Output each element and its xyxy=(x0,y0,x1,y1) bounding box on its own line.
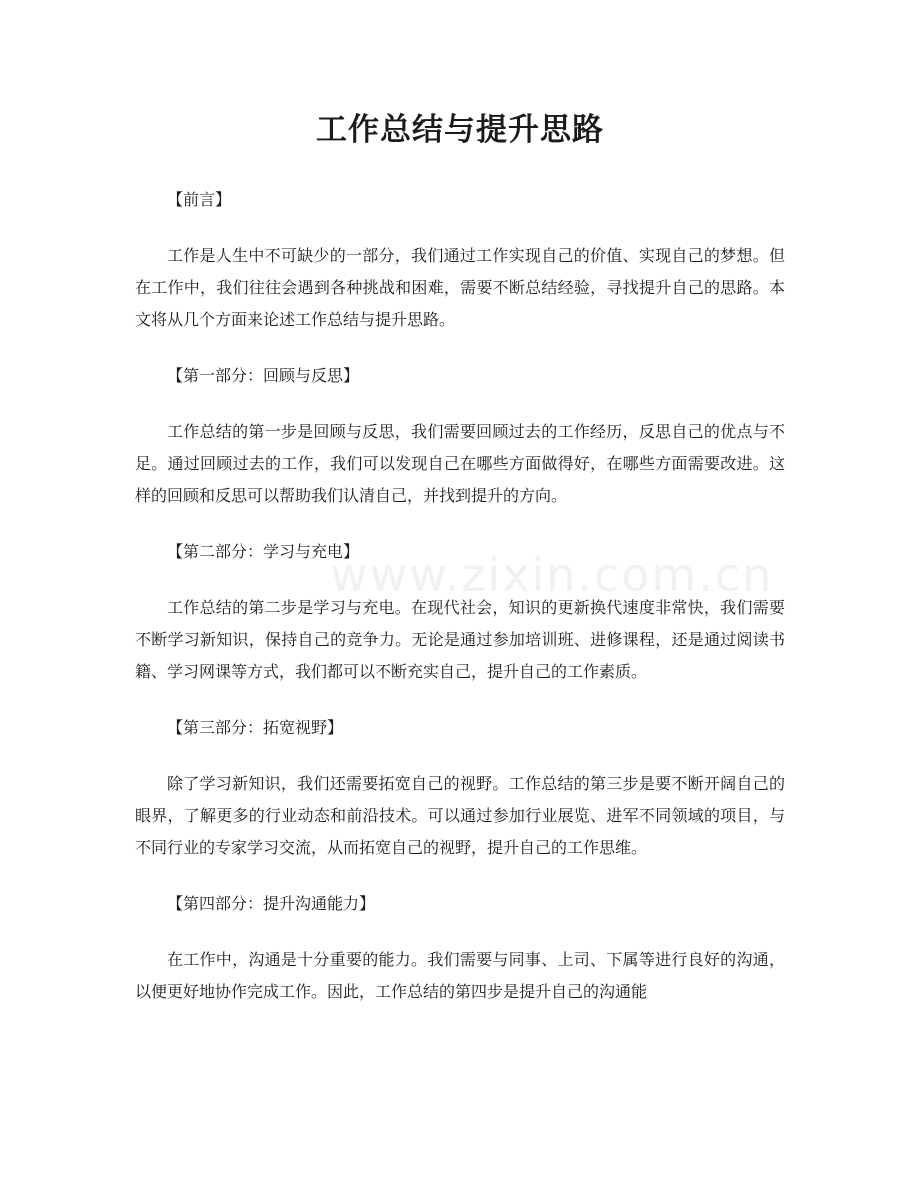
page-title: 工作总结与提升思路 xyxy=(316,112,604,148)
paragraph-preface: 工作是人生中不可缺少的一部分，我们通过工作实现自己的价值、实现自己的梦想。但在工作中，我们往往会遇到各种挑战和困难，需要不断总结经验，寻找提升自己的思路。本文将从几个方面来论述工作总结与提升思路。 xyxy=(135,246,785,329)
paragraph-part-1: 工作总结的第一步是回顾与反思，我们需要回顾过去的工作经历，反思自己的优点与不足。通过回顾过去的工作，我们可以发现自己在哪些方面做得好，在哪些方面需要改进。这样的回顾和反思可以帮助我们认清自己，并找到提升的方向。 xyxy=(135,422,785,505)
paragraph-part-2: 工作总结的第二步是学习与充电。在现代社会，知识的更新换代速度非常快，我们需要不断学习新知识，保持自己的竞争力。无论是通过参加培训班、进修课程，还是通过阅读书籍、学习网课等方式，我们都可以不断充实自己，提升自己的工作素质。 xyxy=(135,598,785,681)
section-heading-part-3: 【第三部分：拓宽视野】 xyxy=(167,718,344,737)
section-heading-part-1: 【第一部分：回顾与反思】 xyxy=(167,366,360,385)
section-heading-part-4: 【第四部分：提升沟通能力】 xyxy=(167,894,376,913)
section-heading-part-2: 【第二部分：学习与充电】 xyxy=(167,542,360,561)
watermark: www.zixin.com.cn xyxy=(330,548,774,602)
document-body xyxy=(135,184,785,1032)
paragraph-part-4: 在工作中，沟通是十分重要的能力。我们需要与同事、上司、下属等进行良好的沟通，以便更好地协作完成工作。因此，工作总结的第四步是提升自己的沟通能 xyxy=(135,950,785,1001)
paragraph-part-3: 除了学习新知识，我们还需要拓宽自己的视野。工作总结的第三步是要不断开阔自己的眼界，了解更多的行业动态和前沿技术。可以通过参加行业展览、进军不同领域的项目，与不同行业的专家学习交流，从而拓宽自己的视野，提升自己的工作思维。 xyxy=(135,774,785,857)
section-heading-preface: 【前言】 xyxy=(167,190,232,209)
